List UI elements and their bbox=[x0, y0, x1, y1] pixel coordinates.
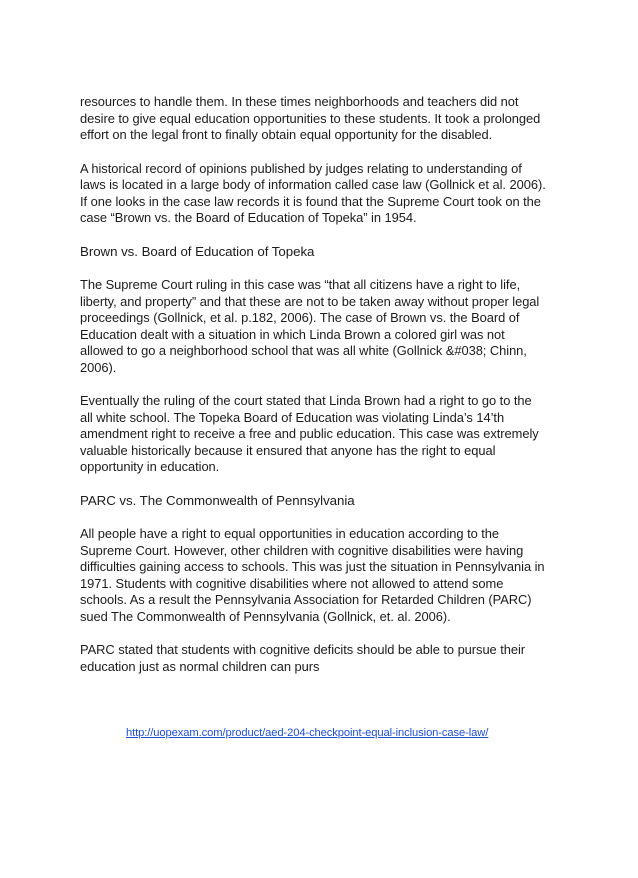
paragraph-intro bbox=[80, 94, 568, 144]
text-line: difficulties gaining access to schools. This was just the situation in Pennsylvania in bbox=[80, 559, 545, 574]
paragraph-brown-ruling bbox=[80, 277, 568, 376]
text-line: Supreme Court. However, other children with cognitive disabilities were having bbox=[80, 542, 524, 558]
text-line: The Supreme Court ruling in this case was “that all citizens have a right to life, bbox=[80, 277, 521, 292]
text-line: education just as normal children can purs bbox=[80, 658, 320, 674]
text-line: case “Brown vs. the Board of Education of Topeka” in 1954. bbox=[80, 210, 417, 225]
paragraph-parc-background bbox=[80, 526, 568, 625]
text-line: proceedings (Gollnick, et al. p.182, 2006). The case of Brown vs. the Board of bbox=[80, 310, 520, 325]
text-line: effort on the legal front to finally obtain equal opportunity for the disabled. bbox=[80, 127, 493, 142]
text-line: Education dealt with a situation in which Linda Brown a colored girl was not bbox=[80, 326, 505, 342]
text-line: PARC stated that students with cognitive deficits should be able to pursue their bbox=[80, 642, 526, 657]
paragraph-brown-outcome bbox=[80, 393, 568, 476]
text-line: valuable historically because it ensured that anyone has the right to equal bbox=[80, 442, 496, 458]
source-link[interactable]: http://uopexam.com/product/aed-204-checkpoint-equal-inclusion-case-law/ bbox=[126, 727, 489, 739]
text-line: 2006). bbox=[80, 359, 117, 375]
text-line: All people have a right to equal opportunities in education according to the bbox=[80, 526, 500, 541]
text-line: If one looks in the case law records it is found that the Supreme Court took on the bbox=[80, 193, 541, 209]
text-line: desire to give equal education opportunities to these students. It took a prolonged bbox=[80, 110, 541, 126]
text-line: all white school. The Topeka Board of Education was violating Linda’s 14’th bbox=[80, 409, 505, 425]
text-line: Eventually the ruling of the court stated that Linda Brown had a right to go to the bbox=[80, 393, 532, 408]
section-heading-brown: Brown vs. Board of Education of Topeka bbox=[80, 243, 315, 259]
text-line: A historical record of opinions published by judges relating to understanding of bbox=[80, 160, 522, 176]
text-line: 1971. Students with cognitive disabilities where not allowed to attend some bbox=[80, 575, 504, 591]
text-line: laws is located in a large body of information called case law (Gollnick et al. 2006). bbox=[80, 177, 546, 192]
text-line: schools. As a result the Pennsylvania Association for Retarded Children (PARC) bbox=[80, 592, 532, 607]
paragraph-parc-statement bbox=[80, 642, 568, 675]
text-line: liberty, and property” and that these are not to be taken away without proper legal bbox=[80, 293, 540, 309]
text-line: resources to handle them. In these times neighborhoods and teachers did not bbox=[80, 94, 519, 109]
text-line: opportunity in education. bbox=[80, 459, 220, 474]
document-body bbox=[80, 94, 568, 692]
text-line: allowed to go a neighborhood school that was all white (Gollnick &#038; Chinn, bbox=[80, 343, 527, 358]
text-line: amendment right to receive a free and public education. This case was extremely bbox=[80, 426, 539, 441]
paragraph-case-law bbox=[80, 161, 568, 227]
section-heading-parc: PARC vs. The Commonwealth of Pennsylvania bbox=[80, 492, 355, 508]
text-line: sued The Commonwealth of Pennsylvania (Gollnick, et. al. 2006). bbox=[80, 608, 451, 624]
